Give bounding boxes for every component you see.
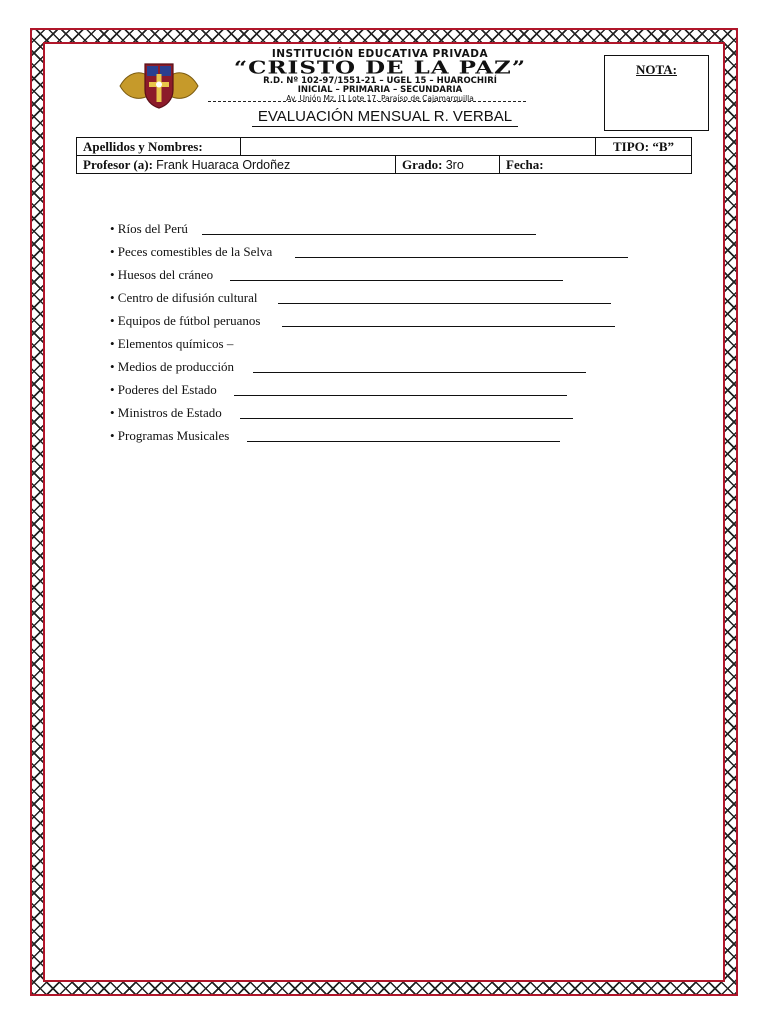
- item-label: • Peces comestibles de la Selva: [110, 244, 273, 259]
- list-item: [110, 427, 670, 450]
- grade-label: Grado:: [402, 156, 443, 172]
- list-item: [110, 220, 670, 243]
- list-item: [110, 404, 670, 427]
- item-label: • Equipos de fútbol peruanos: [110, 313, 261, 328]
- institution-resolution: R.D. Nº 102-97/1551-21 – UGEL 15 – HUAROCHIRÍ: [263, 76, 497, 86]
- date-cell[interactable]: [500, 156, 692, 174]
- answer-line[interactable]: [278, 303, 611, 304]
- teacher-label: Profesor (a):: [83, 156, 153, 172]
- answer-line[interactable]: [253, 372, 586, 373]
- list-item: [110, 312, 670, 335]
- answer-line[interactable]: [247, 441, 560, 442]
- institution-name: “CRISTO DE LA PAZ”: [233, 57, 527, 79]
- answer-line[interactable]: [234, 395, 567, 396]
- page-area: [43, 42, 725, 982]
- answer-line[interactable]: [295, 257, 628, 258]
- grade-box[interactable]: [604, 55, 709, 131]
- answer-line[interactable]: [230, 280, 563, 281]
- list-item: [110, 381, 670, 404]
- grade-value: 3ro: [445, 157, 464, 172]
- info-row-names: [77, 138, 692, 156]
- list-item: [110, 243, 670, 266]
- teacher-name: Frank Huaraca Ordoñez: [156, 157, 291, 172]
- question-list: [110, 220, 670, 450]
- list-item: [110, 358, 670, 381]
- item-label: • Ministros de Estado: [110, 405, 222, 420]
- exam-title: EVALUACIÓN MENSUAL R. VERBAL: [252, 108, 518, 127]
- tipo-label: TIPO: “B”: [596, 138, 692, 156]
- answer-line[interactable]: [240, 418, 573, 419]
- list-item: [110, 266, 670, 289]
- item-label: • Centro de difusión cultural: [110, 290, 258, 305]
- nota-label: NOTA:: [636, 62, 677, 77]
- list-item: [110, 335, 670, 358]
- teacher-cell: [77, 156, 396, 174]
- info-row-teacher: [77, 156, 692, 174]
- names-label: Apellidos y Nombres:: [77, 138, 241, 156]
- list-item: [110, 289, 670, 312]
- student-info-table: [76, 137, 692, 174]
- answer-line[interactable]: [202, 234, 536, 235]
- item-label: • Medios de producción: [110, 359, 235, 374]
- names-field[interactable]: [241, 138, 596, 156]
- item-label: • Poderes del Estado: [110, 382, 217, 397]
- item-label: • Programas Musicales: [110, 428, 230, 443]
- school-crest-logo: [118, 60, 200, 110]
- institution-levels: INICIAL – PRIMARIA – SECUNDARIA: [297, 85, 463, 95]
- date-label: Fecha:: [506, 156, 544, 172]
- institution-type: INSTITUCIÓN EDUCATIVA PRIVADA: [271, 48, 489, 60]
- answer-line[interactable]: [282, 326, 615, 327]
- item-label: • Huesos del cráneo: [110, 267, 214, 282]
- item-label: • Ríos del Perú: [110, 221, 188, 236]
- item-label: • Elementos químicos –: [110, 336, 234, 351]
- grade-cell: [396, 156, 500, 174]
- institution-address: Av. Unión Mz. I1 Lote 17. Paraíso de Cajamarquilla: [286, 94, 474, 103]
- header-divider: [208, 101, 526, 102]
